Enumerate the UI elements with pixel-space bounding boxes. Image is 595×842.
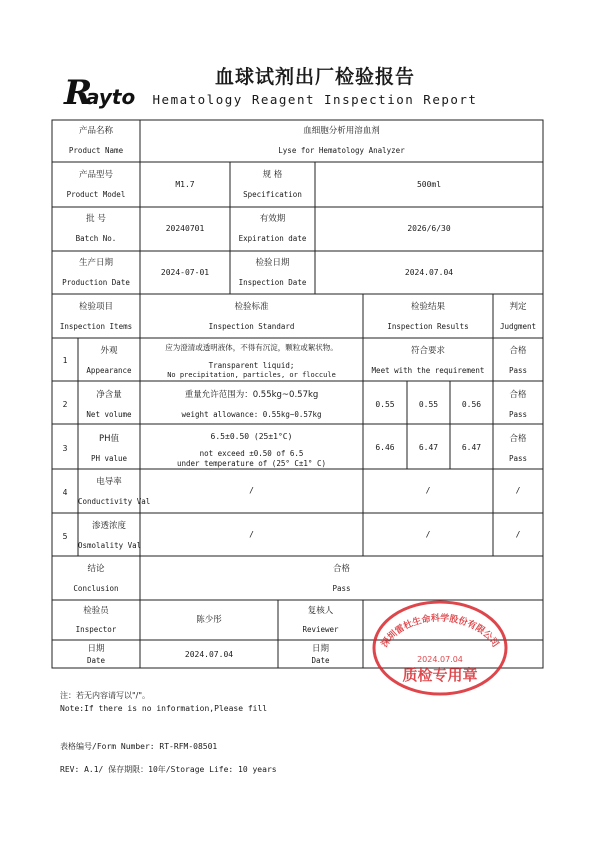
row2-result-3: 0.56 [461, 400, 482, 409]
row2-result-2: 0.55 [418, 400, 439, 409]
inspection-date-value: 2024.07.04 [404, 268, 454, 277]
row4-item-cn: 电导率 [96, 477, 122, 487]
production-date-value: 2024-07-01 [160, 268, 210, 277]
inspector-label-cn: 检验员 [83, 606, 109, 616]
specification-label-cn: 规 格 [262, 170, 283, 180]
svg-text:深圳雷杜生命科学股份有限公司: 深圳雷杜生命科学股份有限公司 [379, 613, 501, 650]
header-judgment-cn: 判定 [509, 302, 527, 312]
reviewer-label-en: Reviewer [302, 625, 339, 634]
product-model-label-en: Product Model [66, 190, 126, 199]
row3-standard-en1: not exceed ±0.50 of 6.5 [199, 449, 304, 458]
row5-result: / [425, 530, 431, 539]
row3-result-3: 6.47 [461, 443, 482, 452]
row4-judge: / [515, 486, 521, 495]
row3-item-cn: PH值 [98, 434, 120, 444]
note-cn: 注：若无内容请写以"/"。 [60, 691, 151, 700]
row4-standard: / [249, 486, 254, 495]
row1-no: 1 [62, 356, 68, 365]
batch-no-label-en: Batch No. [75, 234, 117, 243]
report-title-cn: 血球试剂出厂检验报告 [214, 66, 415, 88]
row1-result-cn: 符合要求 [410, 346, 445, 356]
row3-standard-cn: 6.5±0.50 (25±1°C) [210, 432, 293, 441]
row4-result: / [425, 486, 431, 495]
row1-item-en: Appearance [86, 366, 132, 375]
row3-judge-cn: 合格 [509, 434, 527, 444]
form-number: 表格编号/Form Number: RT-RFM-08501 [60, 742, 218, 751]
row3-standard-en2: under temperature of (25° C±1° C) [176, 459, 326, 468]
row5-judge: / [515, 530, 521, 539]
batch-no-label-cn: 批 号 [86, 214, 106, 224]
row1-standard-en2: No precipitation, particles, or floccule [167, 371, 336, 379]
row3-result-2: 6.47 [418, 443, 439, 452]
product-model-label-cn: 产品型号 [78, 170, 113, 180]
date2-label-en: Date [311, 656, 330, 665]
production-date-label-en: Production Date [62, 278, 130, 287]
header-results-cn: 检验结果 [410, 302, 445, 312]
expiration-value: 2026/6/30 [407, 224, 451, 233]
row2-no: 2 [62, 400, 68, 409]
svg-text:质检专用章: 质检专用章 [402, 666, 478, 684]
row4-item-en: Conductivity Val [78, 497, 151, 506]
row1-judge-cn: 合格 [509, 346, 527, 356]
inspector-label-en: Inspector [75, 625, 117, 634]
specification-value: 500ml [416, 180, 442, 189]
row1-standard-en1: Transparent liquid; [208, 361, 295, 370]
date1-label-en: Date [86, 656, 106, 665]
batch-no-value: 20240701 [165, 224, 205, 233]
row1-standard-cn: 应为澄清或透明液体，不得有沉淀，颗粒或絮状物。 [165, 343, 338, 352]
row4-no: 4 [62, 488, 68, 497]
row5-standard: / [249, 530, 254, 539]
row3-no: 3 [62, 444, 68, 453]
svg-text:2024.07.04: 2024.07.04 [417, 655, 463, 664]
svg-text:ayto: ayto [86, 85, 136, 109]
row2-judge-en: Pass [508, 410, 528, 419]
product-model-value: M1.7 [175, 180, 195, 189]
header-standard-cn: 检验标准 [234, 302, 269, 312]
row2-standard-en: weight allowance: 0.55kg~0.57kg [181, 410, 322, 419]
row1-item-cn: 外观 [100, 346, 118, 356]
header-items-en: Inspection Items [59, 322, 133, 331]
row1-judge-en: Pass [508, 366, 528, 375]
expiration-label-cn: 有效期 [259, 214, 286, 224]
row2-judge-cn: 合格 [509, 390, 527, 400]
product-name-value-en: Lyse for Hematology Analyzer [278, 146, 405, 155]
conclusion-label-en: Conclusion [73, 584, 119, 593]
inspection-date-label-cn: 检验日期 [255, 258, 290, 268]
specification-label-en: Specification [243, 190, 302, 199]
header-judgment-en: Judgment [499, 322, 537, 331]
row5-no: 5 [62, 532, 68, 541]
report-title-en: Hematology Reagent Inspection Report [152, 92, 478, 107]
row3-item-en: PH value [90, 454, 128, 463]
header-standard-en: Inspection Standard [208, 322, 295, 331]
row2-item-cn: 净含量 [96, 390, 122, 400]
svg-text:R: R [64, 73, 93, 113]
conclusion-value-cn: 合格 [332, 564, 350, 574]
row2-standard-cn: 重量允许范围为：0.55kg~0.57kg [184, 390, 319, 400]
product-name-label-cn: 产品名称 [78, 126, 113, 136]
product-name-label-en: Product Name [68, 146, 124, 155]
row2-item-en: Net volume [86, 410, 132, 419]
date1-label-cn: 日期 [87, 644, 105, 654]
row1-result-en: Meet with the requirement [371, 366, 485, 375]
quality-inspection-seal [370, 596, 510, 696]
header-items-cn: 检验项目 [78, 302, 113, 312]
inspector-signature: 陈少彤 [196, 615, 222, 625]
reviewer-label-cn: 复核人 [307, 606, 334, 616]
conclusion-label-cn: 结论 [87, 564, 105, 574]
product-name-value-cn: 血细胞分析用溶血剂 [303, 126, 380, 136]
expiration-label-en: Expiration date [238, 234, 307, 243]
row3-judge-en: Pass [508, 454, 528, 463]
revision-storage: REV: A.1/ 保存期限：10年/Storage Life: 10 years [60, 765, 277, 774]
row3-result-1: 6.46 [375, 443, 395, 452]
production-date-label-cn: 生产日期 [78, 258, 113, 268]
date2-label-cn: 日期 [311, 644, 329, 654]
note-en: Note:If there is no information,Please fill [60, 704, 268, 713]
header-results-en: Inspection Results [387, 322, 469, 331]
conclusion-value-en: Pass [332, 584, 351, 593]
row5-item-cn: 渗透浓度 [91, 521, 126, 531]
row5-item-en: Osmolality Val [78, 541, 142, 550]
date1-value: 2024.07.04 [184, 650, 234, 659]
row2-result-1: 0.55 [375, 400, 395, 409]
inspection-date-label-en: Inspection Date [238, 278, 307, 287]
